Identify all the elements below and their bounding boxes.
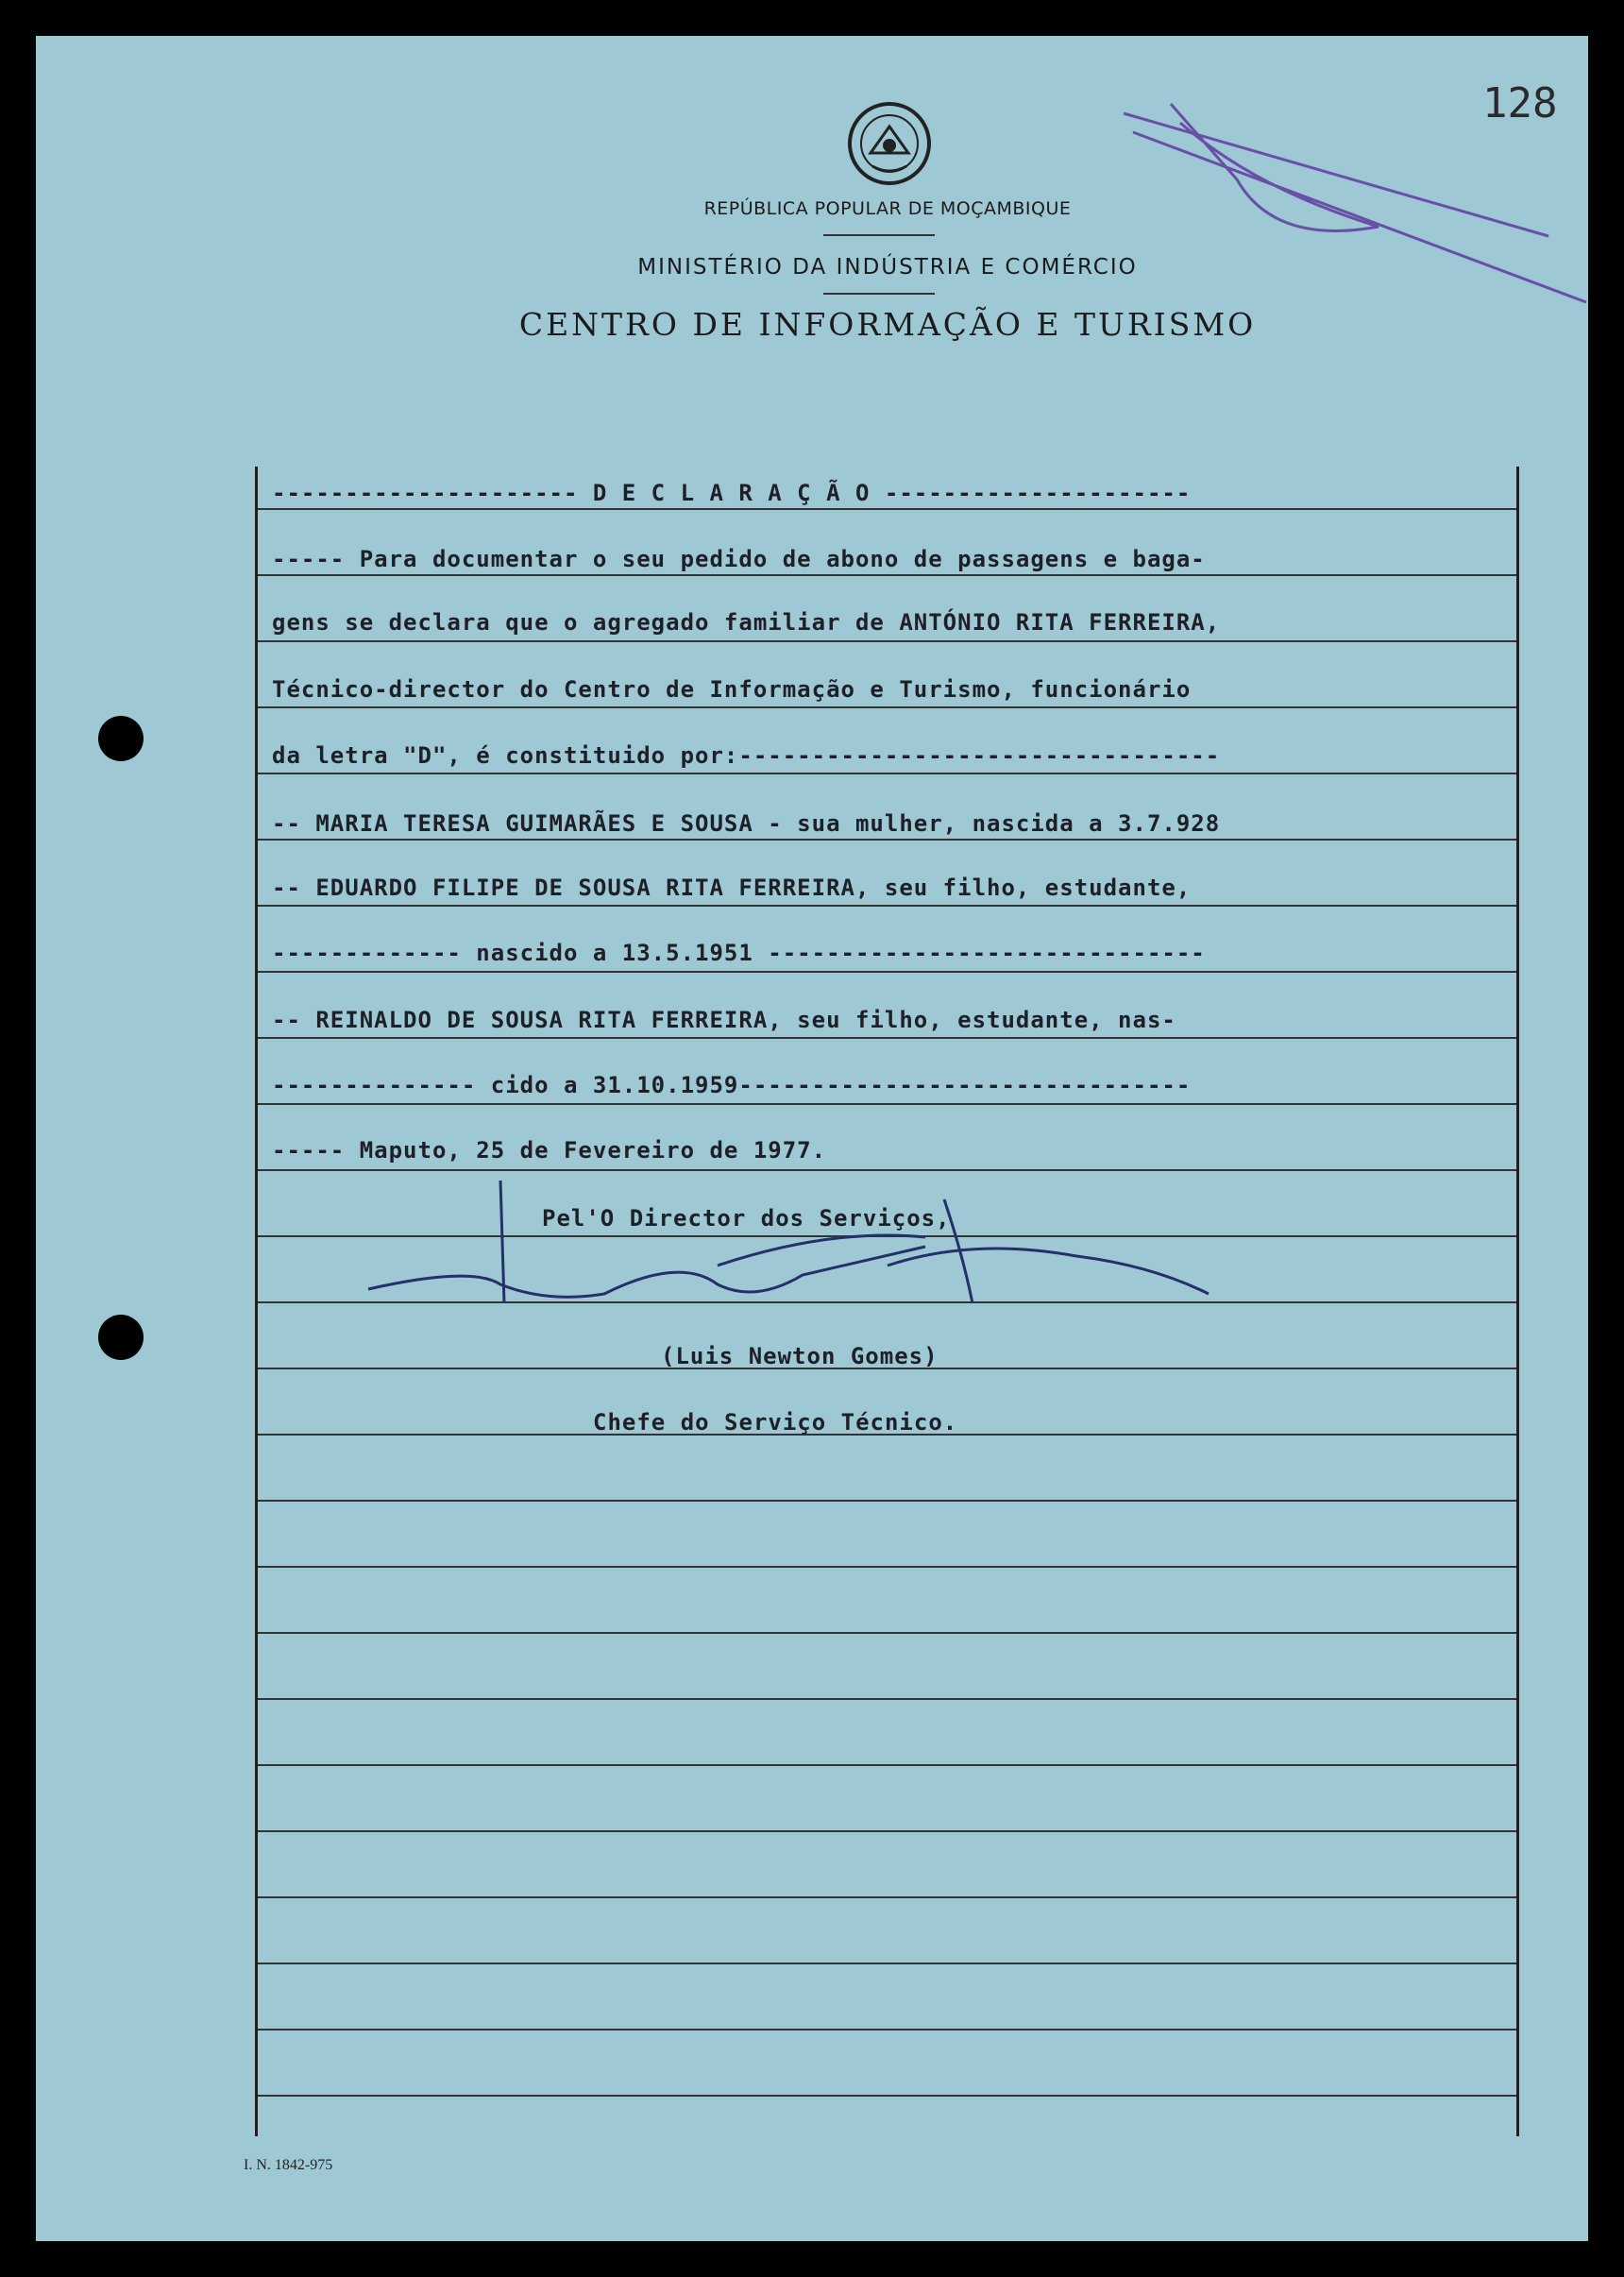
- ruled-line: [258, 1169, 1516, 1171]
- page-number: 128: [1482, 79, 1558, 127]
- ruled-line: [258, 574, 1516, 576]
- signatory-for: Pel'O Director dos Serviços,: [542, 1205, 951, 1232]
- handwritten-signature: [359, 1181, 1284, 1332]
- punch-hole: [98, 1315, 144, 1360]
- ruled-line: [258, 1500, 1516, 1502]
- ruled-line: [258, 508, 1516, 510]
- declaration-line: -------------- cido a 31.10.1959-------------------------------: [272, 1072, 1192, 1098]
- declaration-title-line: --------------------- D E C L A R A Ç Ã O ---------------------: [272, 480, 1192, 506]
- republic-heading: REPÚBLICA POPULAR DE MOÇAMBIQUE: [703, 198, 1072, 219]
- ruled-line: [258, 1037, 1516, 1039]
- declaration-line: -- REINALDO DE SOUSA RITA FERREIRA, seu filho, estudante, nas-: [272, 1007, 1176, 1033]
- ruled-line: [258, 905, 1516, 907]
- declaration-line: gens se declara que o agregado familiar de ANTÓNIO RITA FERREIRA,: [272, 609, 1221, 636]
- ruled-line: [258, 2029, 1516, 2031]
- ruled-line: [258, 1103, 1516, 1105]
- declaration-line: -- EDUARDO FILIPE DE SOUSA RITA FERREIRA, seu filho, estudante,: [272, 875, 1192, 901]
- declaration-line: ----- Maputo, 25 de Fevereiro de 1977.: [272, 1137, 827, 1164]
- declaration-line: -- MARIA TERESA GUIMARÃES E SOUSA - sua mulher, nascida a 3.7.928: [272, 810, 1221, 837]
- print-code: I. N. 1842-975: [244, 2157, 333, 2173]
- ruled-line: [258, 706, 1516, 708]
- ruled-line: [258, 1566, 1516, 1568]
- ruled-line: [258, 640, 1516, 642]
- ruled-line: [258, 1764, 1516, 1766]
- declaration-line: ----- Para documentar o seu pedido de abono de passagens e baga-: [272, 546, 1206, 572]
- declaration-line: Técnico-director do Centro de Informação e Turismo, funcionário: [272, 676, 1192, 703]
- ruled-line: [258, 1698, 1516, 1700]
- ruled-line: [258, 1632, 1516, 1634]
- declaration-line: da letra "D", é constituido por:---------------------------------: [272, 742, 1221, 769]
- ruled-line: [258, 2095, 1516, 2097]
- mozambique-emblem-icon: [846, 100, 933, 187]
- signatory-name: (Luis Newton Gomes): [661, 1343, 939, 1369]
- ruled-line: [258, 839, 1516, 841]
- header-divider: [823, 293, 935, 295]
- ruled-line: [258, 1896, 1516, 1898]
- ruled-line: [258, 1963, 1516, 1964]
- ruled-line: [258, 1830, 1516, 1832]
- ministry-heading: MINISTÉRIO DA INDÚSTRIA E COMÉRCIO: [637, 255, 1138, 280]
- declaration-line: ------------- nascido a 13.5.1951 ------------------------------: [272, 940, 1206, 966]
- centre-heading: CENTRO DE INFORMAÇÃO E TURISMO: [518, 306, 1257, 343]
- ruled-line: [258, 773, 1516, 774]
- punch-hole: [98, 716, 144, 761]
- ruled-line: [258, 971, 1516, 973]
- form-margin-right: [1516, 467, 1519, 2136]
- signatory-title: Chefe do Serviço Técnico.: [593, 1409, 958, 1436]
- header-divider: [823, 234, 935, 236]
